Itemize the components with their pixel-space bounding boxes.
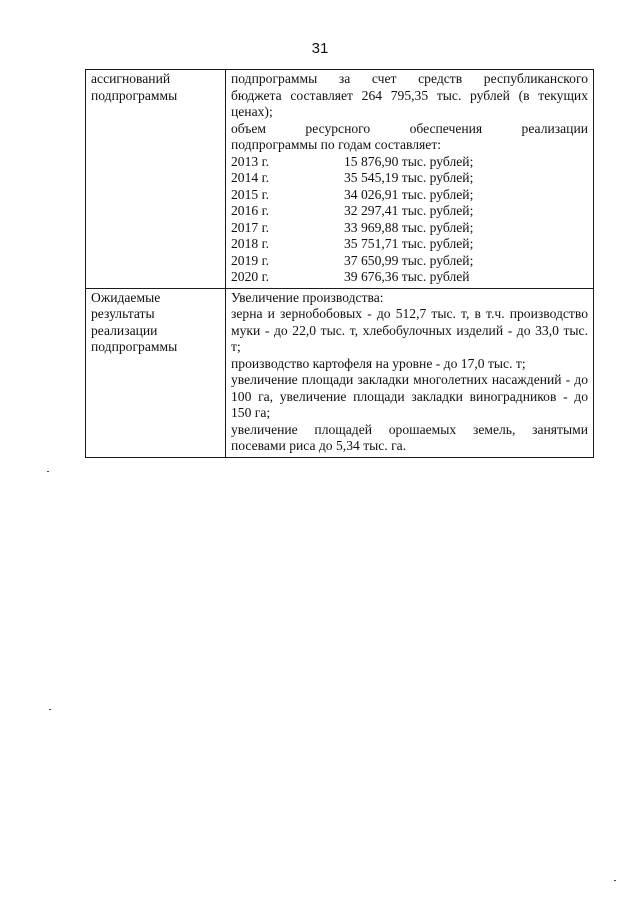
results-grain: зерна и зернобобовых - до 512,7 тыс. т, в т.ч. производство муки - до 22,0 тыс. т, хлебобулочных изделий - до 33,0 тыс. т; [231, 306, 588, 354]
year-row [231, 269, 588, 286]
year-label: 2020 г. [231, 269, 270, 284]
row-content-results [226, 288, 594, 457]
year-label: 2016 г. [231, 203, 270, 218]
subprogram-passport-table [85, 69, 594, 458]
table-row-funding [86, 70, 594, 289]
results-heading: Увеличение производства: [231, 289, 384, 305]
year-amount: 34 026,91 тыс. рублей; [344, 186, 474, 202]
year-label: 2017 г. [231, 219, 270, 235]
year-row [231, 253, 588, 270]
row-label-line: ассигнований [91, 71, 171, 86]
year-amount: 39 676,36 тыс. рублей [344, 269, 470, 284]
year-label: 2019 г. [231, 252, 270, 268]
results-irrigation: увеличение площадей орошаемых земель, занятыми посевами риса до 5,34 тыс. га. [231, 421, 588, 453]
row-label-line: подпрограммы [91, 339, 178, 354]
year-amount: 33 969,88 тыс. рублей; [344, 219, 474, 235]
row-label-line: результаты [91, 306, 155, 321]
year-row [231, 203, 588, 220]
volume-line: объем ресурсного обеспечения реализации [231, 120, 588, 136]
results-potato: производство картофеля на уровне - до 17,0 тыс. т; [231, 355, 526, 371]
year-amount: 35 751,71 тыс. рублей; [344, 236, 474, 251]
year-amount: 35 545,19 тыс. рублей; [344, 170, 474, 185]
year-row [231, 220, 588, 237]
page-number: 31 [311, 40, 329, 57]
year-label: 2013 г. [231, 153, 270, 169]
funding-intro-text: бюджета составляет 264 795,35 тыс. рублей (в текущих ценах); [231, 87, 588, 119]
row-content-funding [226, 70, 594, 289]
scan-speck [614, 880, 616, 881]
funding-intro-line: подпрограммы за счет средств республиканского [231, 71, 588, 86]
year-amount: 32 297,41 тыс. рублей; [344, 203, 474, 218]
results-plantings: увеличение площади закладки многолетних насаждений - до 100 га, увеличение площади закладки виноградников - до 150 га; [231, 372, 588, 420]
year-label: 2015 г. [231, 186, 270, 202]
row-label-line: подпрограммы [91, 87, 178, 103]
year-row [231, 187, 588, 204]
year-row [231, 154, 588, 171]
scan-speck [49, 709, 51, 710]
year-row [231, 236, 588, 253]
row-label-line: Ожидаемые [91, 289, 161, 305]
table-row-results [86, 288, 594, 457]
year-row [231, 170, 588, 187]
row-label-results [86, 288, 226, 457]
row-label-line: реализации [91, 322, 158, 338]
scan-speck [47, 471, 49, 472]
row-label-funding [86, 70, 226, 289]
year-label: 2014 г. [231, 170, 270, 185]
year-label: 2018 г. [231, 236, 270, 251]
year-amount: 15 876,90 тыс. рублей; [344, 153, 474, 169]
year-amount: 37 650,99 тыс. рублей; [344, 252, 474, 268]
volume-line: подпрограммы по годам составляет: [231, 137, 442, 152]
